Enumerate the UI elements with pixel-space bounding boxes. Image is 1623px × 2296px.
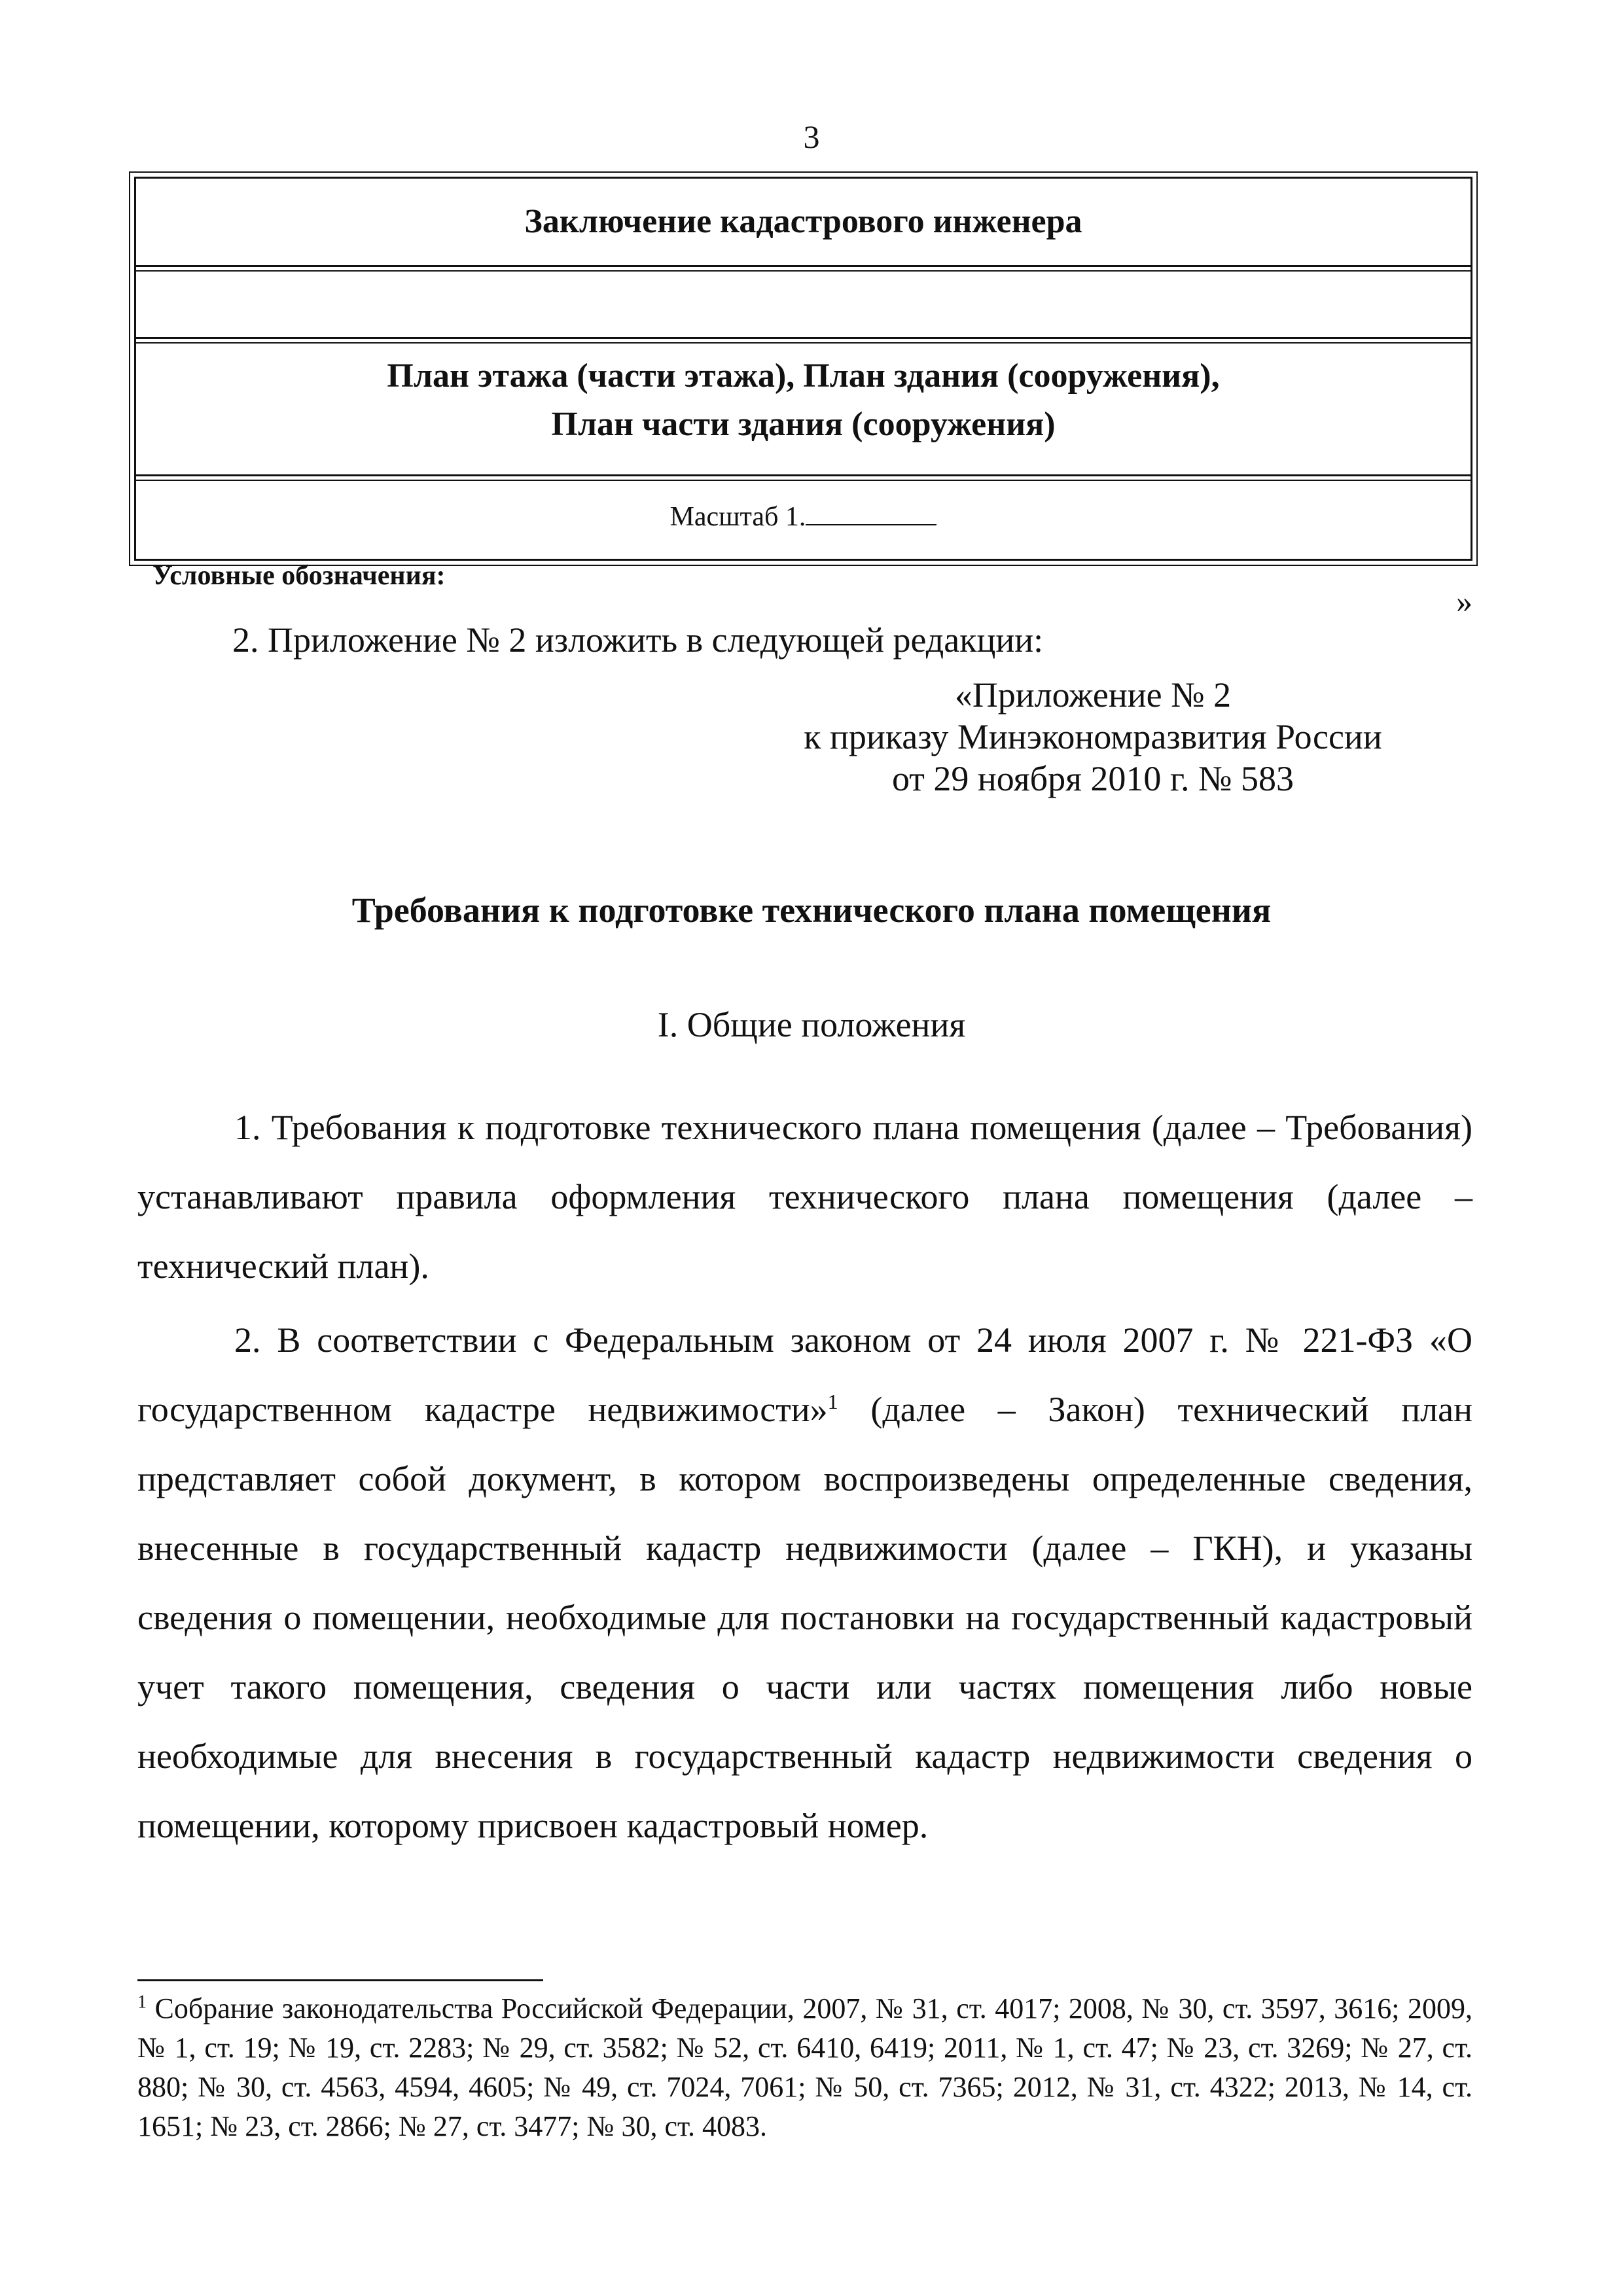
page-number: 3 [803, 118, 820, 155]
paragraph-1: 1. Требования к подготовке технического плана помещения (далее – Требования) устанавливают правила оформления технического плана помещения (далее – технический план). [137, 1108, 1472, 1286]
scale-legend-row [136, 483, 1471, 591]
footnote-text: Собрание законодательства Российской Федерации, 2007, № 31, ст. 4017; 2008, № 30, ст. 3597, 3616; 2009, № 1, ст. 19; № 19, ст. 2283; № 29, ст. 3582; № 52, ст. 6410, 6419; 2011, № 1, ст. 47; № 23, ст. 3269; № 27, ст. 880; № 30, ст. 4563, 4594, 4605; № 49, ст. 7024, 7061; № 50, ст. 7365; 2012, № 31, ст. 4322; 2013, № 14, ст. 1651; № 23, ст. 2866; № 27, ст. 3477; № 30, ст. 4083. [137, 1992, 1472, 2142]
plan-title-line2: План части здания (сооружения) [551, 406, 1056, 443]
amendment-line: 2. Приложение № 2 изложить в следующей редакции: [232, 620, 1044, 660]
paragraph-2-part1: 2. В соответствии с Федеральным законом от 24 июля 2007 г. № 221-ФЗ «О государственном кадастре недвижимости» [137, 1320, 1472, 1429]
form-title: Заключение кадастрового инженера [524, 203, 1082, 240]
plan-title [136, 352, 1471, 449]
scale-line [136, 501, 1471, 533]
paragraph-2-part2: (далее – Закон) технический план представляет собой документ, в котором воспроизведены определенные сведения, внесенные в государственный кадастр недвижимости (далее – ГКН), и указаны сведения о помещении, необходимые для постановки на государственный кадастровый учет такого помещения, сведения о части или частях помещения либо новые необходимые для внесения в государственный кадастр недвижимости сведения о помещении, которому присвоен кадастровый номер. [137, 1390, 1472, 1845]
scale-blank [806, 502, 936, 525]
appendix-line1: «Приложение № 2 [954, 675, 1232, 715]
appendix-line2: к приказу Минэкономразвития России [804, 717, 1382, 756]
section-heading: I. Общие положения [657, 1005, 966, 1044]
scale-label: Масштаб 1. [669, 502, 806, 532]
footnote-ref: 1 [827, 1390, 838, 1413]
footnote-divider [137, 1979, 543, 1981]
legend-label: Условные обозначения: [152, 561, 446, 591]
footnote [137, 1989, 1472, 2146]
cadastral-form-table [134, 177, 1472, 591]
plan-title-row [136, 345, 1471, 476]
form-title-row [136, 179, 1471, 267]
appendix-reference [720, 674, 1466, 800]
document-heading: Требования к подготовке технического плана помещения [351, 891, 1272, 930]
paragraph-2 [137, 1305, 1472, 1860]
appendix-line3: от 29 ноября 2010 г. № 583 [892, 759, 1294, 798]
plan-title-line1: План этажа (части этажа), План здания (сооружения), [387, 357, 1220, 395]
closing-quote: » [1456, 583, 1472, 620]
form-empty-row [136, 274, 1471, 339]
footnote-marker: 1 [137, 1992, 147, 2013]
